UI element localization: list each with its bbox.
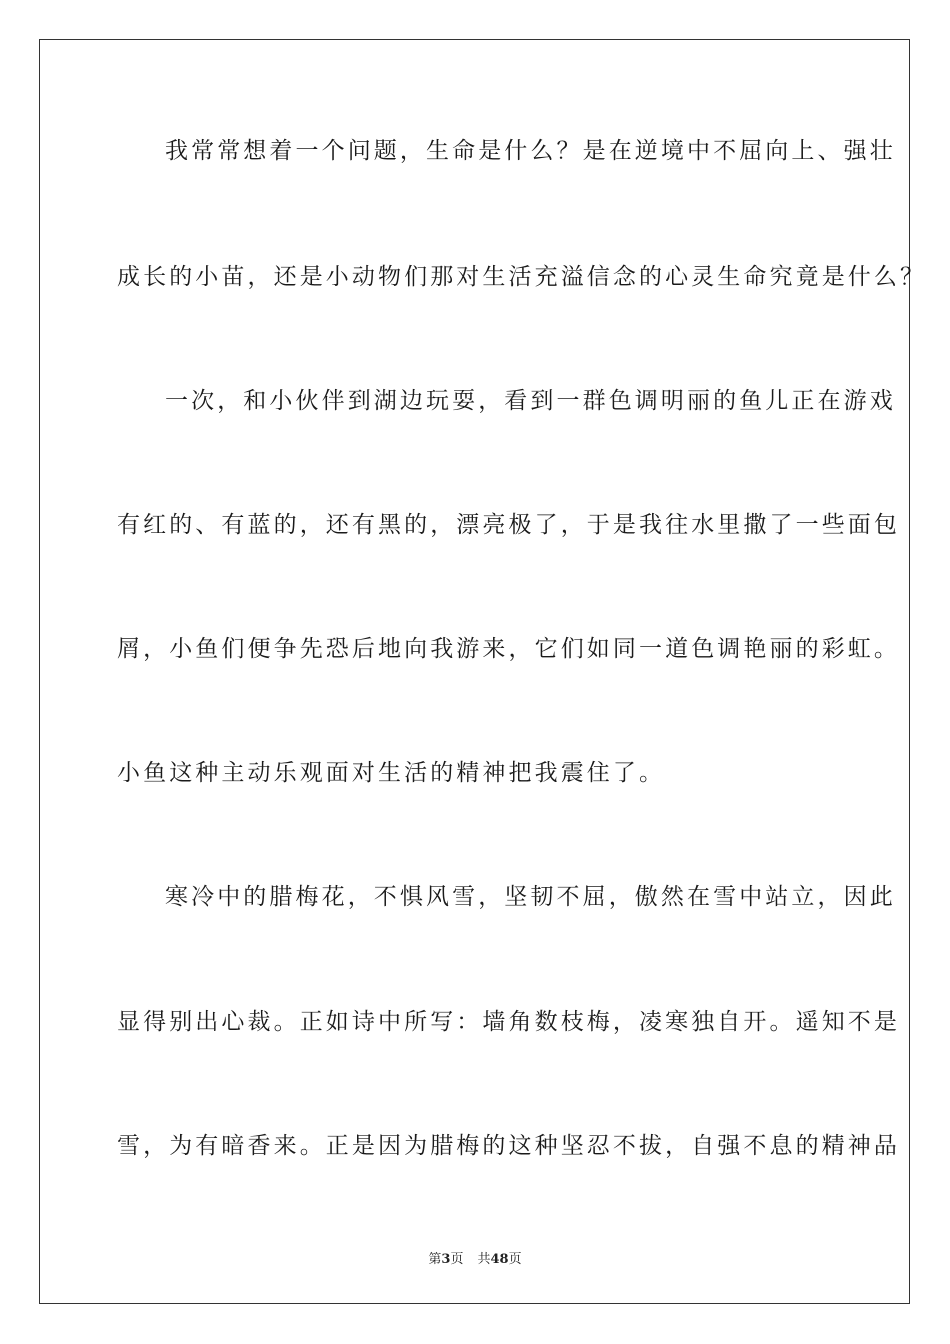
paragraph-2-line-4: 小鱼这种主动乐观面对生活的精神把我震住了。 bbox=[117, 760, 666, 786]
total-prefix: 共 bbox=[477, 1252, 491, 1267]
paragraph-3-line-3: 雪，为有暗香来。正是因为腊梅的这种坚忍不拔，自强不息的精神品 bbox=[117, 1133, 900, 1159]
paragraph-2-line-1: 一次，和小伙伴到湖边玩耍，看到一群色调明丽的鱼儿正在游戏 bbox=[165, 388, 896, 414]
total-pages: 48 bbox=[490, 1252, 509, 1267]
total-suffix: 页 bbox=[508, 1252, 522, 1267]
paragraph-3-line-2: 显得别出心裁。正如诗中所写：墙角数枝梅，凌寒独自开。遥知不是 bbox=[117, 1009, 900, 1035]
paragraph-1-line-2: 成长的小苗，还是小动物们那对生活充溢信念的心灵生命究竟是什么？ bbox=[117, 264, 927, 290]
page-footer bbox=[0, 1248, 950, 1267]
paragraph-3-line-1: 寒冷中的腊梅花，不惧风雪，坚韧不屈，傲然在雪中站立，因此 bbox=[165, 884, 896, 910]
page-suffix: 页 bbox=[450, 1252, 464, 1267]
paragraph-2-line-2: 有红的、有蓝的，还有黑的，漂亮极了，于是我往水里撒了一些面包 bbox=[117, 512, 900, 538]
paragraph-1-line-1: 我常常想着一个问题，生命是什么？是在逆境中不屈向上、强壮 bbox=[165, 138, 896, 164]
paragraph-2-line-3: 屑，小鱼们便争先恐后地向我游来，它们如同一道色调艳丽的彩虹。 bbox=[117, 636, 900, 662]
page-border bbox=[39, 39, 927, 1304]
page-number: 3 bbox=[441, 1252, 451, 1267]
page-prefix: 第 bbox=[428, 1252, 442, 1267]
